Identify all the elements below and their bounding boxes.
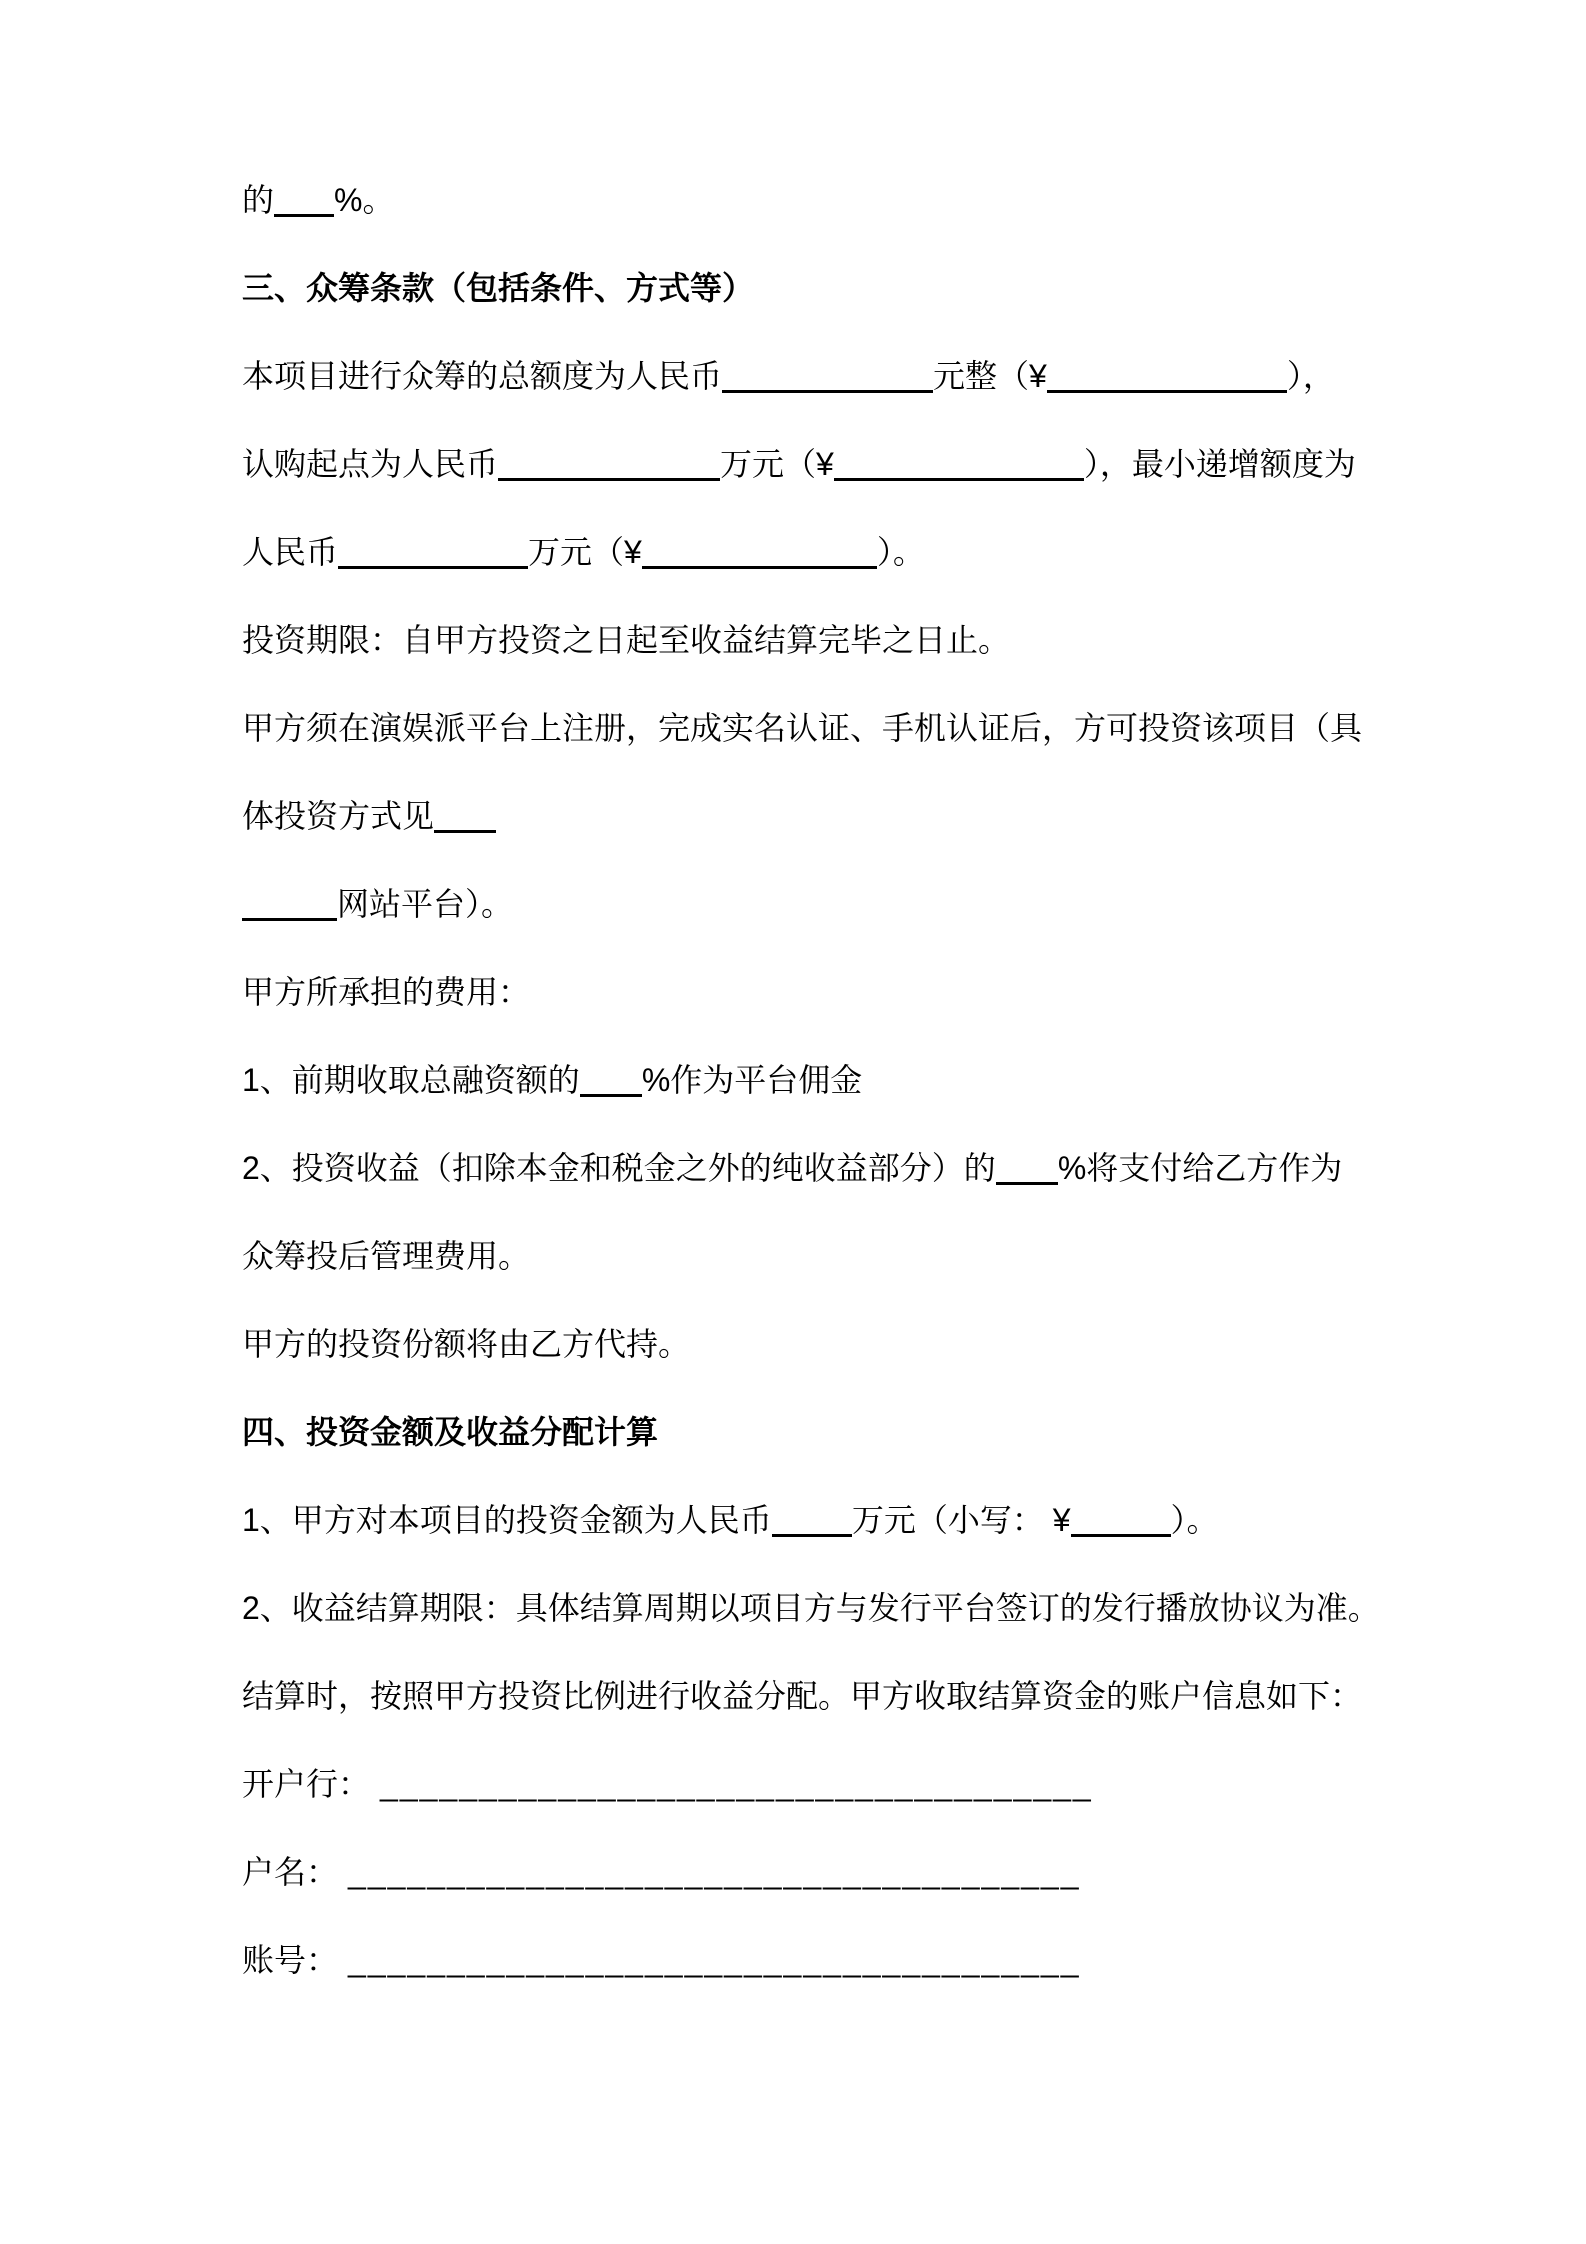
- text-run: 的: [242, 182, 275, 218]
- text-run: 1、甲方对本项目的投资金额为人民币: [242, 1502, 772, 1538]
- total-quota-line: [242, 332, 1442, 420]
- text-run: 认购起点为人民币: [242, 446, 499, 482]
- fill-in-blank: [338, 536, 528, 569]
- retained-percent-line: [242, 156, 1442, 244]
- text-run: 众筹投后管理费用。: [242, 1238, 531, 1274]
- text-run: 户名：: [242, 1854, 339, 1890]
- text-run: 万元（¥: [528, 534, 642, 570]
- management-fee-item: [242, 1124, 1442, 1212]
- text-run: ），: [1286, 358, 1335, 394]
- fill-in-blank: [580, 1064, 642, 1097]
- text-run: 甲方所承担的费用：: [242, 974, 531, 1010]
- website-platform-line: [242, 860, 1442, 948]
- underscore-fill-line: _____________________________________: [348, 1942, 1081, 1978]
- text-run: 甲方须在演娱派平台上注册，完成实名认证、手机认证后，方可投资该项目（具: [242, 710, 1363, 746]
- fill-in-blank: [1047, 360, 1287, 393]
- fill-in-blank: [772, 1504, 852, 1537]
- fill-in-blank: [242, 888, 337, 921]
- text-run: %作为平台佣金: [641, 1062, 863, 1098]
- text-run: 网站平台）。: [337, 886, 514, 922]
- account-name-line: [242, 1828, 1442, 1916]
- bank-branch-line: [242, 1740, 1442, 1828]
- subscription-threshold-line: [242, 420, 1442, 508]
- document-body: [242, 156, 1442, 2004]
- platform-commission-item: [242, 1036, 1442, 1124]
- text-run: %。: [334, 182, 395, 218]
- text-run: 体投资方式见: [242, 798, 435, 834]
- text-run: 人民币: [242, 534, 339, 570]
- management-fee-item-continued: [242, 1212, 1442, 1300]
- account-number-line: [242, 1916, 1442, 2004]
- fill-in-blank: [834, 448, 1084, 481]
- shareholding-line: [242, 1300, 1442, 1388]
- underscore-fill-line: ____________________________________: [380, 1766, 1093, 1802]
- section-heading-crowdfunding-terms: [242, 244, 1442, 332]
- underscore-fill-line: _____________________________________: [348, 1854, 1081, 1890]
- text-run: 万元（小写： ¥: [851, 1502, 1071, 1538]
- registration-requirement-line: [242, 684, 1442, 772]
- text-run: 四、投资金额及收益分配计算: [242, 1414, 659, 1450]
- text-run: 投资期限：自甲方投资之日起至收益结算完毕之日止。: [242, 622, 1011, 658]
- fill-in-blank: [722, 360, 933, 393]
- fill-in-blank: [434, 800, 496, 833]
- settlement-account-intro-line: [242, 1652, 1442, 1740]
- investment-period-line: [242, 596, 1442, 684]
- fill-in-blank: [1071, 1504, 1171, 1537]
- text-run: 2、投资收益（扣除本金和税金之外的纯收益部分）的: [242, 1150, 996, 1186]
- fill-in-blank: [498, 448, 720, 481]
- text-run: 三、众筹条款（包括条件、方式等）: [242, 270, 755, 306]
- text-run: 开户行：: [242, 1766, 371, 1802]
- fill-in-blank: [274, 184, 334, 217]
- fill-in-blank: [996, 1152, 1058, 1185]
- text-run: ），最小递增额度为: [1083, 446, 1356, 482]
- text-run: 甲方的投资份额将由乙方代持。: [242, 1326, 691, 1362]
- fill-in-blank: [642, 536, 877, 569]
- text-run: 万元（¥: [720, 446, 834, 482]
- text-run: 元整（¥: [933, 358, 1047, 394]
- text-run: 账号：: [242, 1942, 339, 1978]
- increment-amount-line: [242, 508, 1442, 596]
- text-run: 1、前期收取总融资额的: [242, 1062, 580, 1098]
- investment-amount-item: [242, 1476, 1442, 1564]
- text-run: ）。: [1170, 1502, 1219, 1538]
- text-run: 结算时，按照甲方投资比例进行收益分配。甲方收取结算资金的账户信息如下：: [242, 1678, 1363, 1714]
- settlement-period-item: [242, 1564, 1442, 1652]
- text-run: 2、收益结算期限：具体结算周期以项目方与发行平台签订的发行播放协议为准。: [242, 1590, 1380, 1626]
- investment-method-line: [242, 772, 1442, 860]
- text-run: 本项目进行众筹的总额度为人民币: [242, 358, 723, 394]
- party-a-fees-intro-line: [242, 948, 1442, 1036]
- text-run: ）。: [876, 534, 925, 570]
- text-run: %将支付给乙方作为: [1057, 1150, 1343, 1186]
- section-heading-investment-calculation: [242, 1388, 1442, 1476]
